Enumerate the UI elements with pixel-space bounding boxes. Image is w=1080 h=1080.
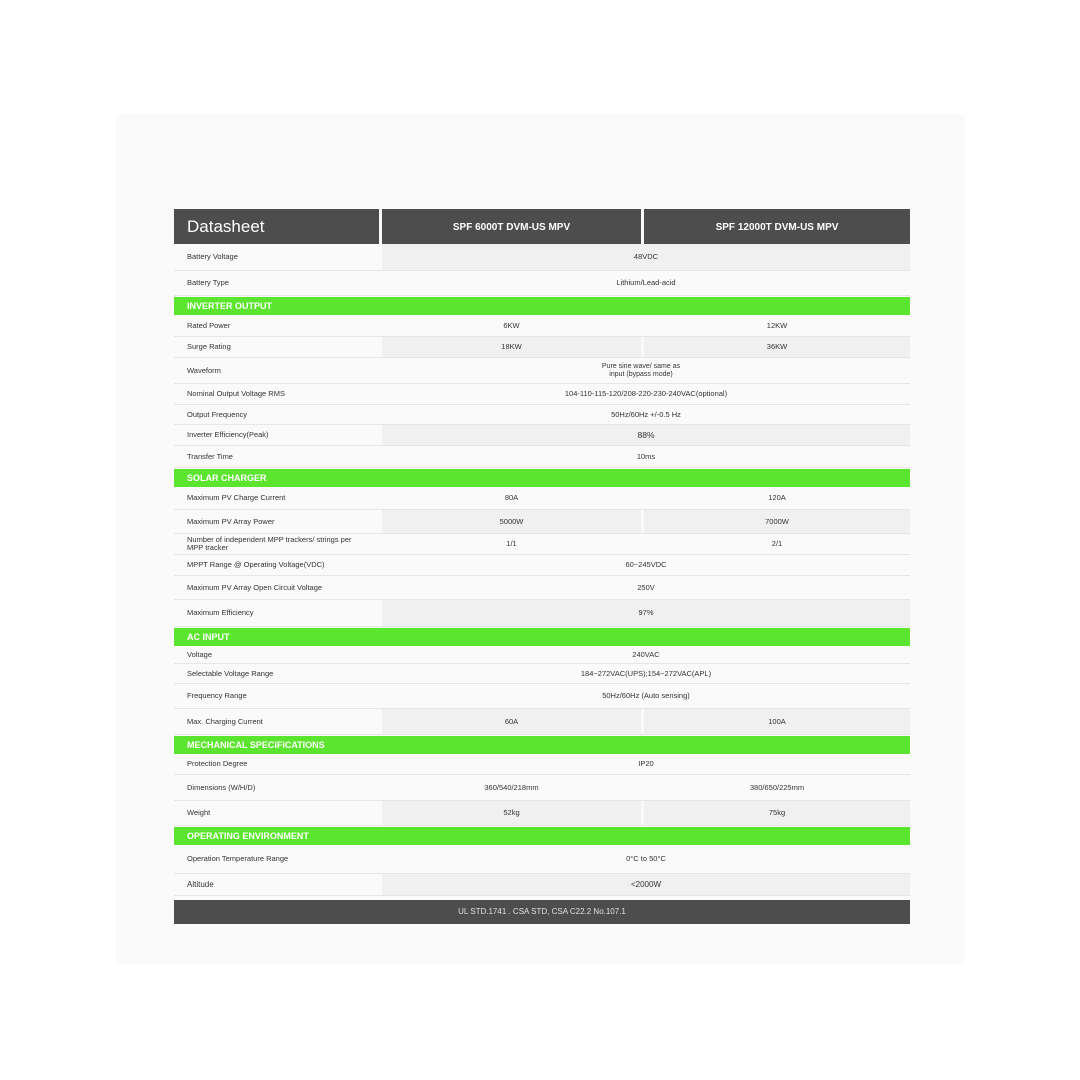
row-value-model-2: 2/1 — [771, 539, 783, 548]
row-value: 250V — [637, 582, 655, 592]
table-row — [174, 600, 910, 627]
row-label: Maximum PV Charge Current — [187, 493, 286, 502]
row-value: IP20 — [638, 759, 654, 768]
row-label: Output Frequency — [187, 409, 248, 419]
row-value: <2000W — [630, 879, 662, 889]
row-label: Protection Degree — [187, 759, 248, 768]
row-label: Rated Power — [187, 320, 231, 330]
model-2-header: SPF 12000T DVM-US MPV — [644, 209, 910, 244]
row-value: 88% — [637, 430, 655, 440]
row-value-model-1: 360/540/218mm — [484, 782, 539, 792]
table-row — [174, 315, 910, 337]
row-value-model-1: 60A — [504, 716, 519, 726]
row-value: 240VAC — [632, 649, 660, 659]
page-title: Datasheet — [174, 209, 379, 244]
table-row — [174, 555, 910, 576]
table-row — [174, 754, 910, 775]
row-value: Pure sine wave/ same as input (bypass mode) — [601, 362, 681, 378]
table-row — [174, 775, 910, 801]
row-value-model-2: 36KW — [766, 342, 788, 351]
row-value-model-2: 75kg — [768, 808, 786, 817]
table-row — [174, 874, 910, 896]
table-row — [174, 384, 910, 405]
row-label: Maximum Efficiency — [187, 608, 254, 617]
row-label: Battery Type — [187, 278, 229, 287]
row-label: Waveform — [187, 365, 221, 375]
row-label: Transfer Time — [187, 451, 233, 461]
row-value: 184~272VAC(UPS);154~272VAC(APL) — [580, 668, 712, 678]
row-value-model-1: 1/1 — [506, 539, 517, 548]
table-row — [174, 405, 910, 425]
section-header-mechanical-specifications: MECHANICAL SPECIFICATIONS — [174, 736, 910, 754]
row-label: Maximum PV Array Power — [187, 516, 275, 526]
table-row — [174, 271, 910, 296]
table-row — [174, 358, 910, 384]
row-value-model-1: 80A — [504, 493, 519, 502]
table-row — [174, 709, 910, 735]
section-header-operating-environment: OPERATING ENVIRONMENT — [174, 827, 910, 845]
row-value: 50Hz/60Hz +/-0.5 Hz — [611, 409, 681, 419]
row-label: Nominal Output Voltage RMS — [187, 389, 285, 398]
row-label: Selectable Voltage Range — [187, 668, 274, 678]
row-value: 104-110-115-120/208-220-230-240VAC(optional) — [564, 389, 728, 398]
model-1-header: SPF 6000T DVM-US MPV — [382, 209, 641, 244]
row-value-model-2: 7000W — [765, 516, 789, 526]
table-row — [174, 510, 910, 534]
row-value: 60~245VDC — [625, 560, 667, 569]
row-label: Altitude — [187, 879, 214, 889]
table-row — [174, 845, 910, 874]
section-header-solar-charger: SOLAR CHARGER — [174, 469, 910, 487]
section-header-inverter-output: INVERTER OUTPUT — [174, 297, 910, 315]
row-value-model-2: 120A — [768, 493, 786, 502]
row-label: Max. Charging Current — [187, 716, 263, 726]
row-value-model-1: 18KW — [501, 342, 522, 351]
row-value: Lithium/Lead-acid — [616, 278, 676, 287]
row-label: Dimensions (W/H/D) — [187, 782, 256, 792]
row-value: 50Hz/60Hz (Auto sensing) — [602, 691, 690, 700]
table-row — [174, 664, 910, 684]
table-row — [174, 446, 910, 468]
table-header — [174, 209, 910, 244]
table-row — [174, 801, 910, 826]
row-label: Inverter Efficiency(Peak) — [187, 430, 269, 439]
row-value-model-1: 6KW — [503, 320, 520, 330]
row-label: Maximum PV Array Open Circuit Voltage — [187, 582, 323, 592]
table-row — [174, 684, 910, 709]
row-label: Surge Rating — [187, 342, 231, 351]
row-value-model-2: 12KW — [766, 320, 788, 330]
row-label: MPPT Range @ Operating Voltage(VDC) — [187, 560, 325, 569]
row-value: 0°C to 50°C — [626, 854, 666, 863]
table-row — [174, 487, 910, 510]
row-label: Voltage — [187, 649, 213, 659]
row-label: Weight — [187, 808, 211, 817]
row-value-model-1: 52kg — [503, 808, 520, 817]
row-value-model-2: 380/650/225mm — [749, 782, 805, 792]
section-header-ac-input: AC INPUT — [174, 628, 910, 646]
row-value: 10ms — [636, 451, 656, 461]
certification-footer: UL STD.1741 . CSA STD, CSA C22.2 No.107.1 — [174, 900, 910, 924]
datasheet-table — [174, 209, 910, 924]
row-value: 48VDC — [633, 252, 659, 261]
table-row — [174, 425, 910, 446]
row-label: Battery Voltage — [187, 252, 238, 261]
row-value: 97% — [638, 608, 654, 617]
table-row — [174, 244, 910, 271]
row-label: Frequency Range — [187, 691, 247, 700]
table-row — [174, 337, 910, 358]
row-label: Operation Temperature Range — [187, 854, 289, 863]
table-row — [174, 576, 910, 600]
row-label: Number of independent MPP trackers/ strings per MPP tracker — [187, 535, 352, 552]
table-row — [174, 534, 910, 555]
row-value-model-2: 100A — [768, 716, 786, 726]
table-row — [174, 646, 910, 664]
row-value-model-1: 5000W — [499, 516, 524, 526]
